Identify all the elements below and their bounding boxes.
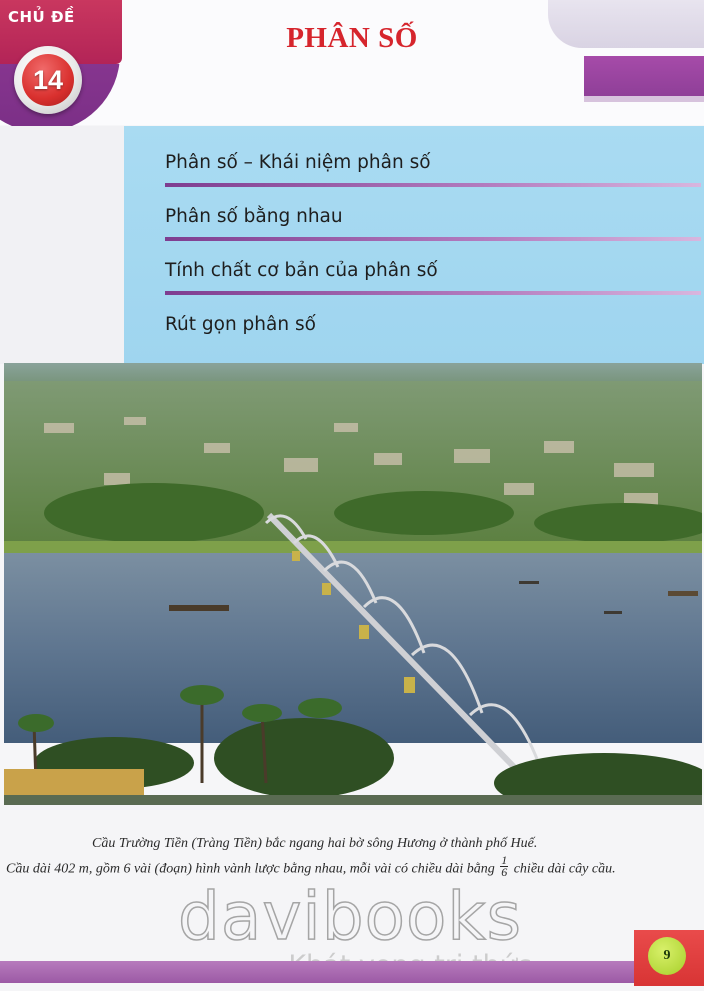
fraction: [500, 855, 508, 878]
lesson-divider-1: [165, 183, 701, 187]
lesson-item-1: Phân số – Khái niệm phân số: [165, 152, 431, 173]
header-purple-bar-shadow: [584, 96, 704, 102]
lessons-panel: [124, 126, 704, 364]
chapter-label: CHỦ ĐỀ: [8, 8, 75, 26]
lesson-item-3: Tính chất cơ bản của phân số: [165, 260, 438, 281]
chapter-title: PHÂN SỐ: [286, 22, 418, 54]
lesson-divider-3: [165, 291, 701, 295]
page-number: 9: [648, 937, 686, 975]
lesson-item-2: Phân số bằng nhau: [165, 206, 343, 227]
bridge-photo-image: [4, 363, 702, 805]
fraction-denominator: 6: [501, 865, 508, 879]
left-margin-strip: [0, 126, 124, 364]
header-purple-bar: [584, 56, 704, 96]
lesson-item-4: Rút gọn phân số: [165, 314, 316, 335]
lesson-divider-2: [165, 237, 701, 241]
header-tab-decoration: [548, 0, 704, 48]
caption-line-1: Cầu Trường Tiền (Tràng Tiền) bắc ngang hai bờ sông Hương ở thành phố Huế.: [92, 836, 538, 851]
footer-purple-bar: [0, 961, 636, 983]
caption-line-2-start: Cầu dài 402 m, gồm 6 vài (đoạn) hình vành lược bằng nhau, mỗi vài có chiều dài bằng: [6, 861, 495, 877]
caption-line-2-end: chiều dài cây cầu.: [513, 861, 616, 877]
chapter-number: 14: [22, 54, 74, 106]
fraction-numerator: 1: [501, 853, 508, 867]
watermark-brand: davibooks: [178, 878, 522, 955]
bridge-photo: [4, 363, 702, 805]
